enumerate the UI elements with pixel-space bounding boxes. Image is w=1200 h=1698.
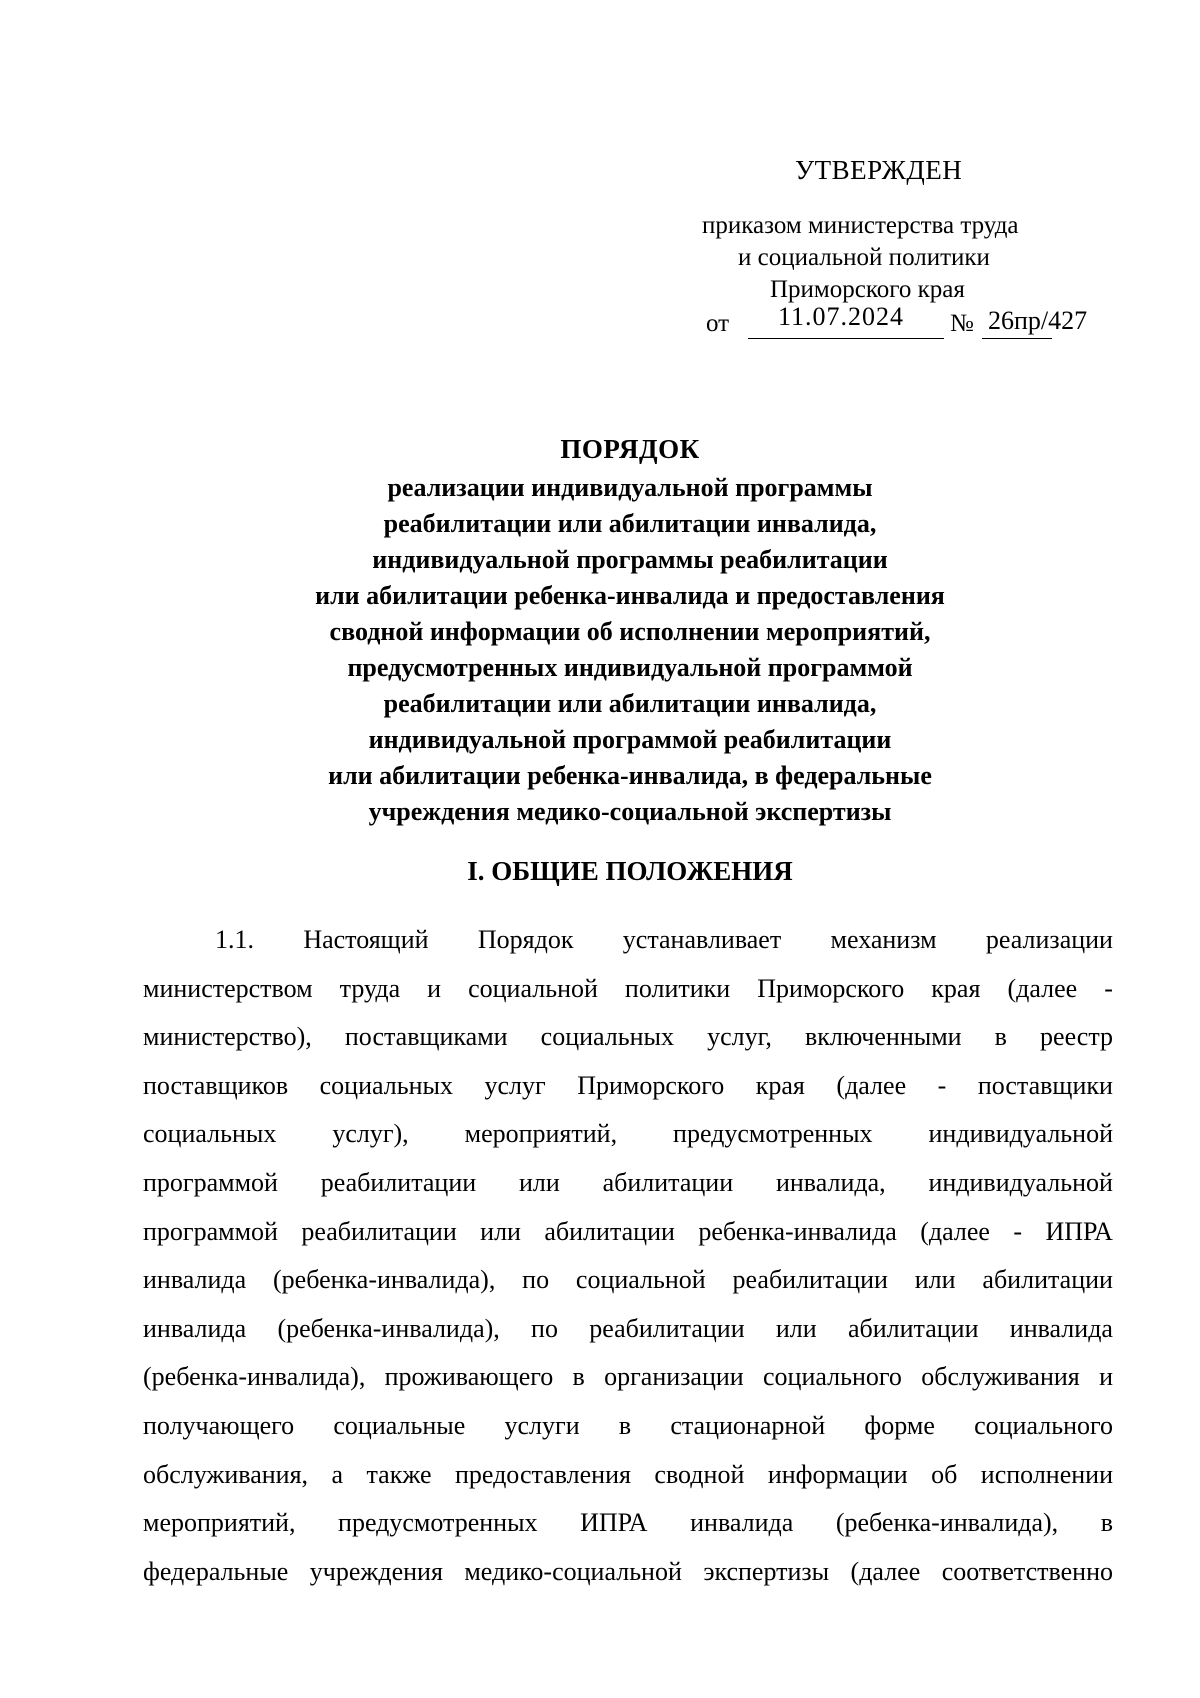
- word: (далее: [836, 1070, 907, 1100]
- word: Настоящий: [303, 925, 429, 954]
- word: устанавливает: [622, 925, 782, 954]
- section-heading: I. ОБЩИЕ ПОЛОЖЕНИЯ: [467, 856, 793, 886]
- paragraph-line: [143, 1062, 1113, 1111]
- word: программой: [143, 1167, 278, 1197]
- word: инвалида: [690, 1508, 794, 1538]
- word: края: [931, 973, 981, 1003]
- word: обслуживания,: [143, 1459, 309, 1489]
- word: инвалида: [1009, 1313, 1113, 1343]
- word: индивидуальной: [928, 1167, 1113, 1197]
- word: об: [931, 1459, 958, 1489]
- word: социального: [763, 1362, 902, 1392]
- paragraph-line: [143, 1256, 1113, 1305]
- word: получающего: [143, 1410, 295, 1440]
- from-label: от: [706, 310, 730, 337]
- word: механизм: [830, 925, 937, 954]
- word: реабилитации: [732, 1265, 888, 1295]
- word: или: [914, 1265, 956, 1295]
- title-main: ПОРЯДОК: [560, 434, 700, 464]
- paragraph-line: [143, 965, 1113, 1014]
- title-line: или абилитации ребенка-инвалида и предоставления: [315, 581, 945, 610]
- word: поставщики: [977, 1070, 1113, 1100]
- document-title: [150, 432, 1110, 830]
- word: реабилитации: [301, 1216, 457, 1246]
- word: Приморского: [577, 1070, 725, 1100]
- word: социальных: [319, 1070, 453, 1100]
- word: реестр: [1040, 1022, 1113, 1052]
- word: соответственно: [941, 1556, 1113, 1586]
- paragraph-1-1: [143, 916, 1113, 1596]
- word: -: [1013, 1216, 1023, 1246]
- title-line: индивидуальной программой реабилитации: [368, 725, 892, 754]
- word: (ребенка-инвалида),: [273, 1265, 496, 1295]
- number-sign: №: [950, 310, 974, 337]
- word: медико-социальной: [464, 1556, 682, 1586]
- word: в: [618, 1410, 632, 1440]
- word: и: [1099, 1362, 1113, 1392]
- word: в: [1100, 1508, 1113, 1538]
- word: абилитации: [602, 1167, 734, 1197]
- word: услуг: [484, 1070, 546, 1100]
- word: абилитации: [847, 1313, 979, 1343]
- word: реализации: [985, 925, 1113, 954]
- title-line: реализации индивидуальной программы: [387, 473, 873, 502]
- word: -: [937, 1070, 947, 1100]
- title-line: сводной информации об исполнении мероприятий,: [329, 617, 931, 646]
- word: проживающего: [384, 1362, 554, 1392]
- word: труда: [339, 973, 401, 1003]
- word: поставщиков: [143, 1070, 289, 1100]
- word: также: [366, 1459, 432, 1489]
- word: организации: [604, 1362, 744, 1392]
- word: федеральные: [143, 1556, 289, 1586]
- word: (ребенка-инвалида),: [143, 1362, 366, 1392]
- word: предусмотренных: [673, 1119, 873, 1149]
- word: стационарной: [670, 1410, 826, 1440]
- paragraph-line: [143, 1110, 1113, 1159]
- word: министерством: [143, 973, 313, 1003]
- word: абилитации: [544, 1216, 675, 1246]
- paragraph-line: [143, 1353, 1113, 1402]
- word: информации: [767, 1459, 908, 1489]
- word: услуги: [504, 1410, 580, 1440]
- word: экспертизы: [703, 1556, 830, 1586]
- date-underline: [748, 338, 944, 339]
- word: политики: [624, 973, 731, 1003]
- word: услуг,: [707, 1022, 772, 1052]
- paragraph-line: [143, 1402, 1113, 1451]
- word: (далее: [850, 1556, 921, 1586]
- word: ИПРА: [580, 1508, 648, 1538]
- word: социальной: [468, 973, 598, 1003]
- word: в: [994, 1022, 1007, 1052]
- word: по: [522, 1265, 550, 1295]
- title-line: или абилитации ребенка-инвалида, в федеральные: [328, 761, 932, 790]
- word: 1.1.: [215, 925, 254, 954]
- word: (ребенка-инвалида),: [277, 1313, 500, 1343]
- word: мероприятий,: [464, 1119, 618, 1149]
- title-line: индивидуальной программы реабилитации: [372, 545, 888, 574]
- word: социальных: [540, 1022, 675, 1052]
- word: (далее: [1007, 973, 1078, 1003]
- word: реабилитации: [589, 1313, 745, 1343]
- word: социальные: [333, 1410, 466, 1440]
- word: ребенка-инвалида: [698, 1216, 897, 1246]
- word: или: [775, 1313, 817, 1343]
- word: поставщиками: [344, 1022, 508, 1052]
- title-line: предусмотренных индивидуальной программой: [347, 653, 913, 682]
- word: (ребенка-инвалида),: [835, 1508, 1059, 1538]
- word: программой: [143, 1216, 278, 1246]
- word: или: [518, 1167, 560, 1197]
- paragraph-line: [143, 1305, 1113, 1354]
- word: исполнении: [980, 1459, 1113, 1489]
- word: Порядок: [477, 925, 574, 954]
- word: социальных: [143, 1119, 277, 1149]
- word: края: [755, 1070, 805, 1100]
- word: министерство),: [143, 1022, 312, 1052]
- word: сводной: [654, 1459, 745, 1489]
- word: предусмотренных: [338, 1508, 538, 1538]
- order-date: 11.07.2024: [778, 302, 905, 331]
- title-line: реабилитации или абилитации инвалида,: [383, 509, 877, 538]
- title-line: учреждения медико-социальной экспертизы: [368, 797, 892, 826]
- word: мероприятий,: [143, 1508, 296, 1538]
- word: (далее: [920, 1216, 990, 1246]
- order-reference: [706, 302, 1096, 342]
- paragraph-line: [143, 1548, 1113, 1597]
- word: абилитации: [982, 1265, 1113, 1295]
- approval-line-1: приказом министерства труда: [702, 212, 1019, 239]
- paragraph-line: [143, 1451, 1113, 1500]
- word: реабилитации: [320, 1167, 477, 1197]
- word: в: [572, 1362, 585, 1392]
- paragraph-line: [143, 1013, 1113, 1062]
- word: ИПРА: [1045, 1216, 1113, 1246]
- word: услуг),: [332, 1119, 409, 1149]
- word: предоставления: [454, 1459, 631, 1489]
- word: Приморского: [757, 973, 905, 1003]
- word: индивидуальной: [928, 1119, 1113, 1149]
- title-line: реабилитации или абилитации инвалида,: [383, 689, 877, 718]
- approval-line-3: Приморского края: [770, 276, 965, 303]
- word: форме: [864, 1410, 935, 1440]
- word: по: [531, 1313, 558, 1343]
- word: и: [427, 973, 442, 1003]
- paragraph-line: [143, 1159, 1113, 1208]
- order-number: 26пр/427: [988, 306, 1088, 335]
- approval-line-2: и социальной политики: [738, 244, 990, 271]
- word: включенными: [804, 1022, 962, 1052]
- paragraph-line: [143, 916, 1113, 965]
- word: а: [331, 1459, 344, 1489]
- word: социальной: [575, 1265, 706, 1295]
- word: -: [1104, 973, 1113, 1003]
- paragraph-line: [143, 1499, 1113, 1548]
- word: инвалида,: [775, 1167, 886, 1197]
- word: инвалида: [143, 1313, 247, 1343]
- word: учреждения: [309, 1556, 443, 1586]
- word: или: [480, 1216, 521, 1246]
- word: инвалида: [143, 1265, 247, 1295]
- word: обслуживания: [921, 1362, 1080, 1392]
- approval-status: УТВЕРЖДЕН: [795, 155, 963, 185]
- paragraph-line: [143, 1208, 1113, 1257]
- word: социального: [974, 1410, 1113, 1440]
- number-underline: [982, 338, 1052, 339]
